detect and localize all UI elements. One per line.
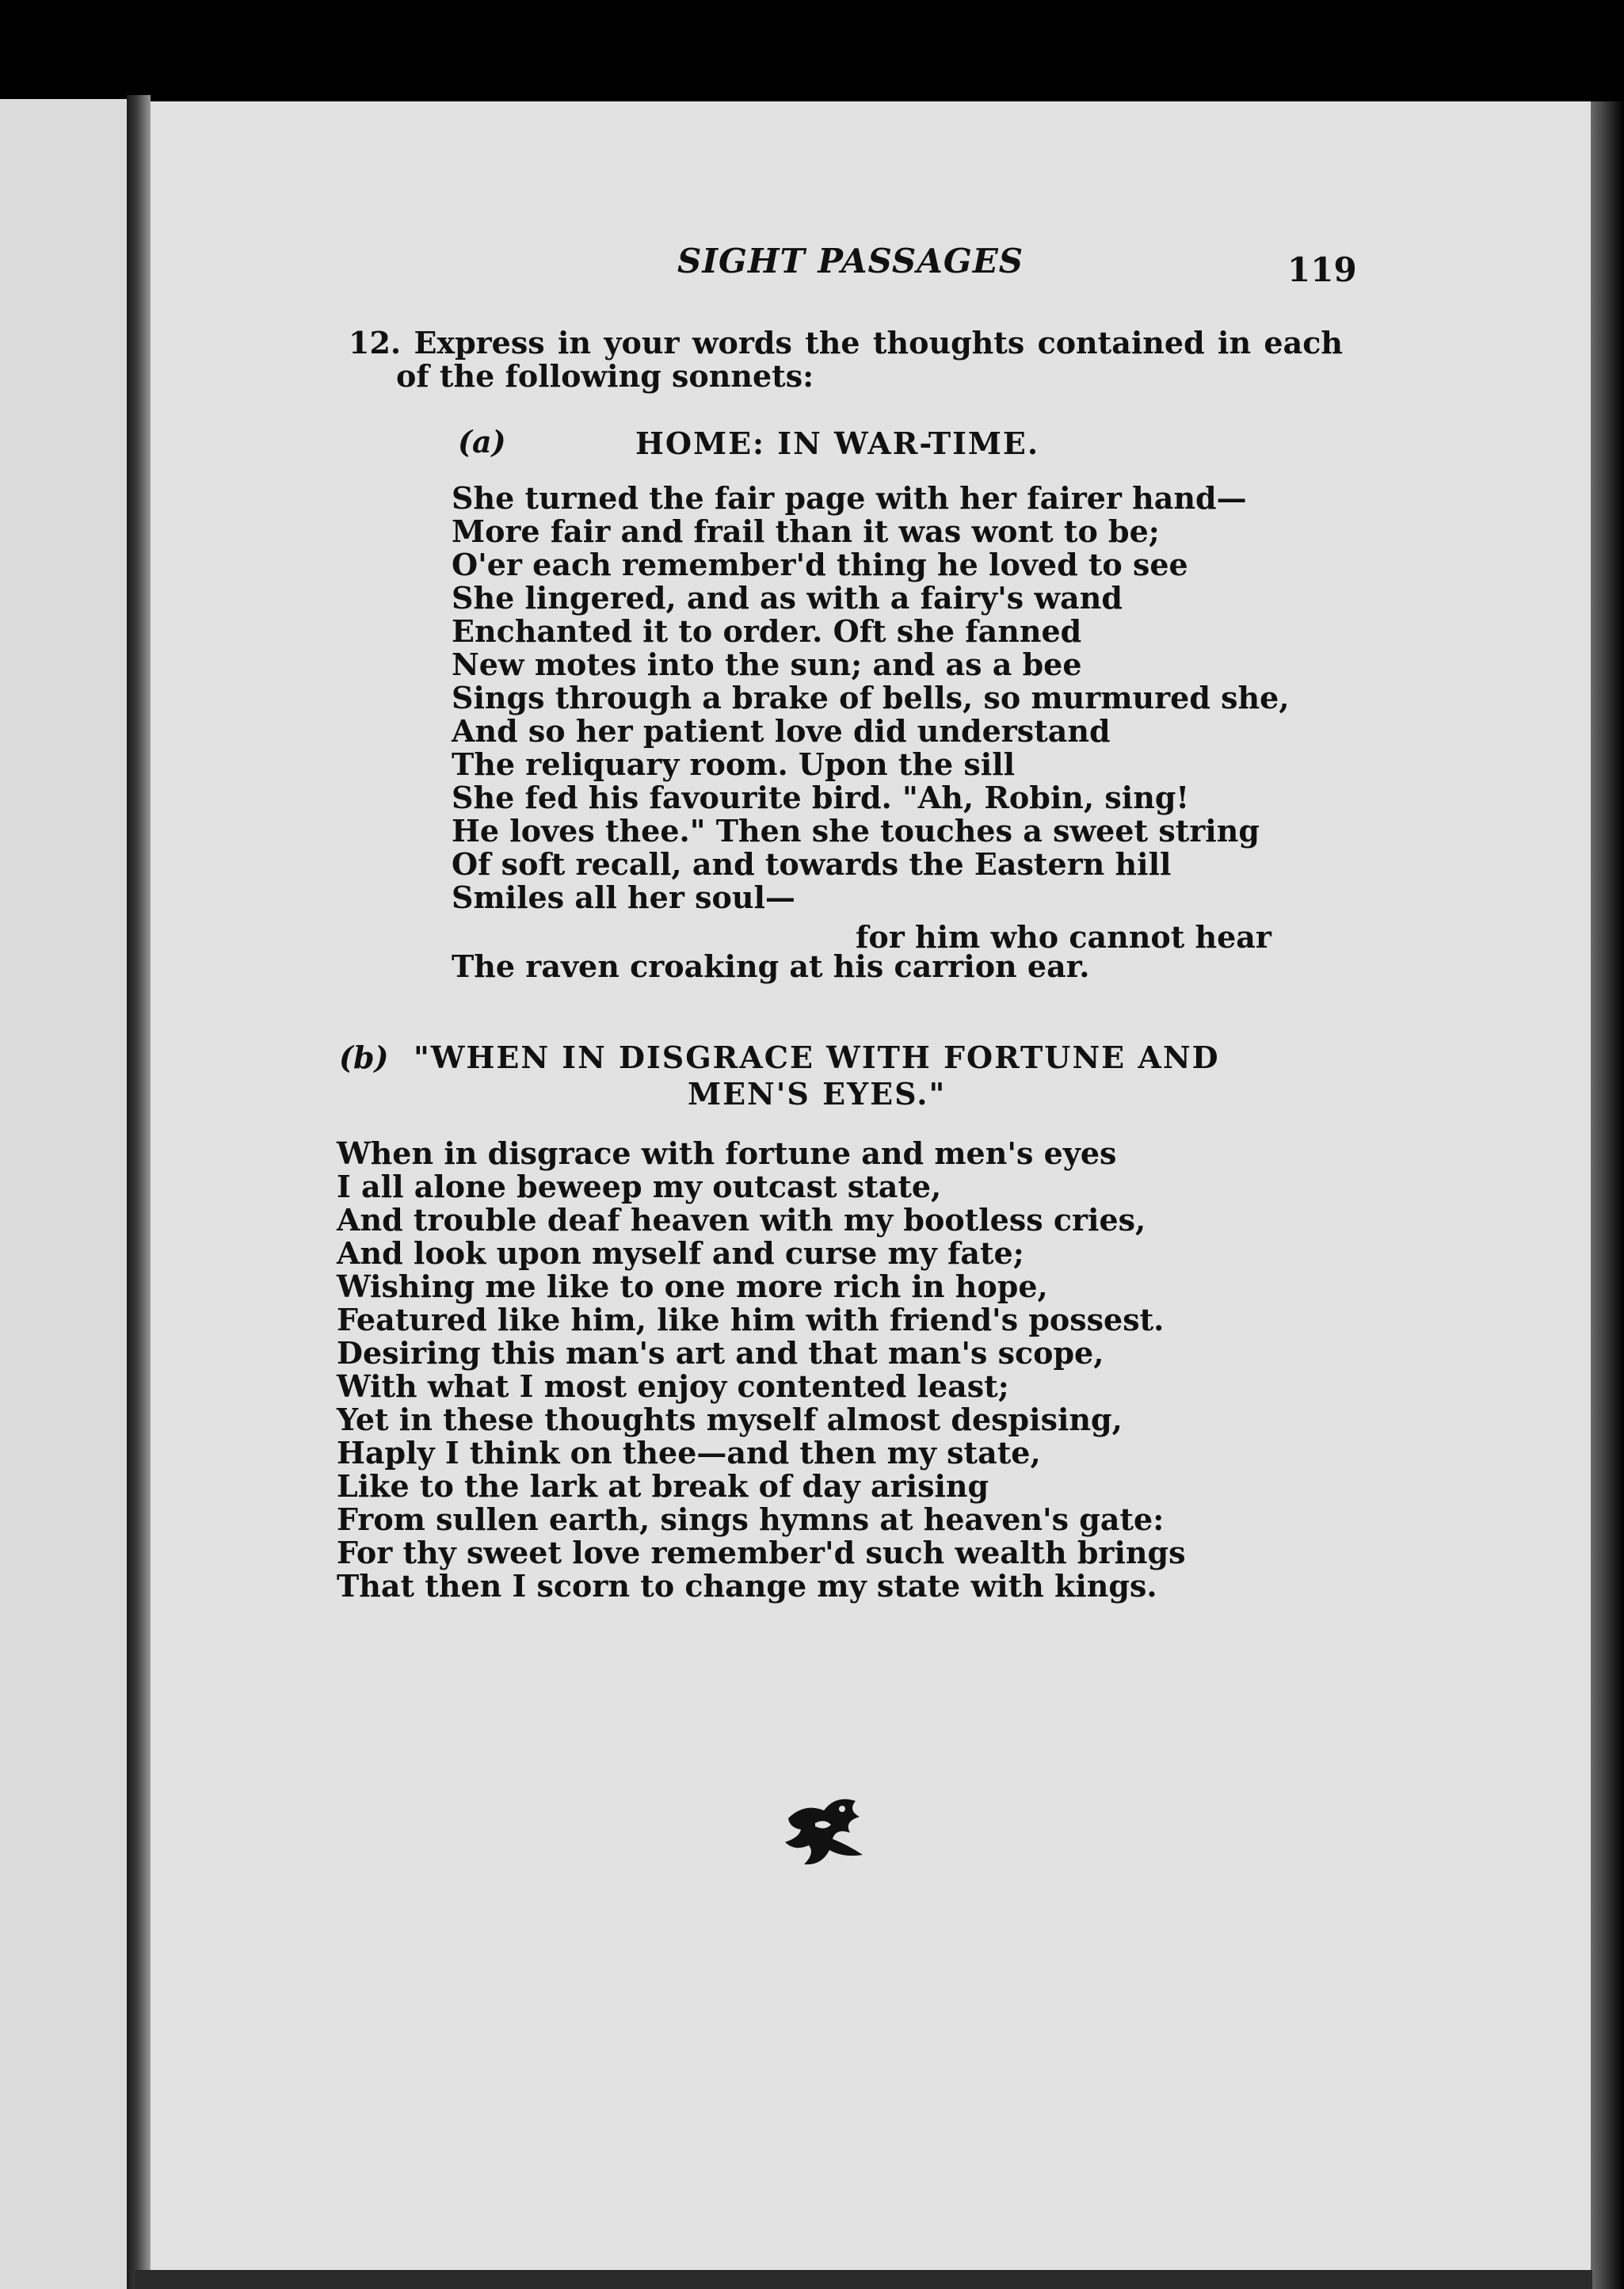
poem-line: Yet in these thoughts myself almost despising, <box>337 1402 1123 1437</box>
poem-line: Desiring this man's art and that man's scope, <box>337 1335 1104 1371</box>
poem-line: And so her patient love did understand <box>452 713 1111 749</box>
question-line-2: of the following sonnets: <box>396 358 814 394</box>
sonnet-b-lines <box>337 1137 1185 1603</box>
poem-line: Like to the lark at break of day arising <box>337 1468 989 1504</box>
poem-line: And look upon myself and curse my fate; <box>337 1235 1024 1271</box>
poem-line: O'er each remember'd thing he loved to see <box>452 547 1188 582</box>
sonnet-b-label: (b) <box>339 1040 389 1075</box>
poem-line: She lingered, and as with a fairy's wand <box>452 580 1123 616</box>
sonnet-a-last-line: The raven croaking at his carrion ear. <box>452 948 1090 984</box>
poem-line: The reliquary room. Upon the sill <box>452 746 1016 782</box>
question-line-1: 12. Express in your words the thoughts contained in each <box>349 325 1343 361</box>
page-edge-shadow <box>1591 101 1624 2289</box>
poem-line: Featured like him, like him with friend's possest. <box>337 1302 1165 1337</box>
poem-line: For thy sweet love remember'd such wealth brings <box>337 1535 1186 1570</box>
book-spine <box>127 95 151 2289</box>
poem-line: Haply I think on thee—and then my state, <box>337 1435 1041 1471</box>
sonnet-a-lines <box>452 482 1290 914</box>
poem-line: And trouble deaf heaven with my bootless cries, <box>337 1202 1146 1238</box>
poem-line: Wishing me like to one more rich in hope, <box>337 1268 1048 1304</box>
poem-line: From sullen earth, sings hymns at heaven's gate: <box>337 1501 1165 1537</box>
poem-line: I all alone beweep my outcast state, <box>337 1169 942 1204</box>
sonnet-a-title: HOME: IN WAR-TIME. <box>635 425 1040 461</box>
poem-line: Enchanted it to order. Oft she fanned <box>452 613 1082 649</box>
poem-line: Smiles all her soul— <box>452 879 795 915</box>
poem-line: That then I scorn to change my state with kings. <box>337 1568 1157 1604</box>
poem-line: When in disgrace with fortune and men's eyes <box>337 1135 1117 1171</box>
sonnet-a-indented-line: for him who cannot hear <box>856 919 1271 955</box>
poem-line: She fed his favourite bird. "Ah, Robin, sing! <box>452 780 1190 815</box>
page-bottom-shadow <box>135 2270 1592 2289</box>
sonnet-b-title-line-2: MEN'S EYES." <box>688 1076 947 1112</box>
poem-line: Sings through a brake of bells, so murmured she, <box>452 680 1290 715</box>
dragon-ornament-icon <box>780 1787 871 1870</box>
poem-line: He loves thee." Then she touches a sweet string <box>452 813 1260 849</box>
sonnet-b-title-line-1: "WHEN IN DISGRACE WITH FORTUNE AND <box>414 1040 1220 1075</box>
poem-line: With what I most enjoy contented least; <box>337 1368 1009 1404</box>
facing-page-edge <box>0 99 135 2289</box>
poem-line: She turned the fair page with her fairer hand— <box>452 480 1247 516</box>
poem-line: Of soft recall, and towards the Eastern hill <box>452 846 1172 882</box>
sonnet-a-label: (a) <box>458 424 506 460</box>
running-head: SIGHT PASSAGES <box>677 242 1024 280</box>
page-number: 119 <box>1287 250 1357 289</box>
poem-line: More fair and frail than it was wont to be; <box>452 513 1160 549</box>
poem-line: New motes into the sun; and as a bee <box>452 647 1082 682</box>
